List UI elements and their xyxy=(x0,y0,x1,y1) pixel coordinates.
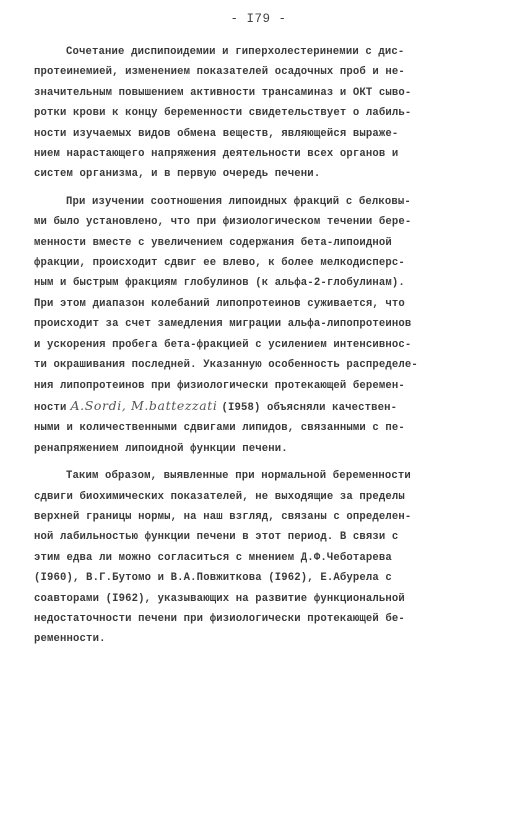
text-line: ности изучаемых видов обмена веществ, являющейся выраже- xyxy=(34,127,399,140)
text-line: сдвиги биохимических показателей, не выходящие за пределы xyxy=(34,490,405,503)
text-line: протеинемией, изменением показателей осадочных проб и не- xyxy=(34,66,405,79)
text-line: происходит за счет замедления миграции альфа-липопротеинов xyxy=(34,318,412,331)
text-line: этим едва ли можно согласиться с мнением Д.Ф.Чеботарева xyxy=(34,551,392,564)
text-line: ными и количественными сдвигами липидов, связанными с пе- xyxy=(34,422,405,435)
text-line: систем организма, и в первую очередь печени. xyxy=(34,168,321,181)
text-line: ренапряжением липоидной функции печени. xyxy=(34,442,288,455)
paragraph-2 xyxy=(34,192,494,459)
text-line-with-handwriting xyxy=(34,396,494,418)
text-line: ременности. xyxy=(34,633,106,646)
paragraph-1 xyxy=(34,42,494,185)
text-line: менности вместе с увеличением содержания бета-липоидной xyxy=(34,236,392,249)
page-number: - I79 - xyxy=(230,12,287,26)
text-fragment: (I958) объясняли качествен- xyxy=(221,401,398,414)
text-line: значительным повышением активности трансаминаз и ОКТ сыво- xyxy=(34,86,412,99)
text-line: нием нарастающего напряжения деятельности всех органов и xyxy=(34,148,399,161)
text-line: соавторами (I962), указывающих на развитие функциональной xyxy=(34,592,405,605)
text-line: При изучении соотношения липоидных фракций с белковы- xyxy=(66,195,411,208)
text-line: недостаточности печени при физиологически протекающей бе- xyxy=(34,612,405,625)
text-line: фракции, происходит сдвиг ее влево, к более мелкодисперс- xyxy=(34,257,405,270)
text-line: ти окрашивания последней. Указанную особенность распределе- xyxy=(34,359,418,372)
text-line: и ускорения пробега бета-фракцией с усилением интенсивнос- xyxy=(34,338,412,351)
text-line: ным и быстрым фракциям глобулинов (к альфа-2-глобулинам). xyxy=(34,277,405,290)
text-line: Сочетание диспипоидемии и гиперхолестеринемии с дис- xyxy=(66,46,405,58)
text-line: ми было установлено, что при физиологическом течении бере- xyxy=(34,216,412,229)
text-line: ной лабильностью функции печени в этот период. В связи с xyxy=(34,531,399,544)
text-fragment: ности xyxy=(34,401,67,414)
text-line: ния липопротеинов при физиологически протекающей беремен- xyxy=(34,379,405,392)
text-line: При этом диапазон колебаний липопротеинов суживается, что xyxy=(34,297,405,310)
handwritten-author-names: A.Sordi, M.battezzati xyxy=(70,397,218,413)
text-line: (I960), В.Г.Бутомо и В.А.Повжиткова (I962), Е.Абурела с xyxy=(34,572,392,585)
text-line: ротки крови к концу беременности свидетельствует о лабиль- xyxy=(34,107,412,120)
text-line: верхней границы нормы, на наш взгляд, связаны с определен- xyxy=(34,510,412,523)
text-line: Таким образом, выявленные при нормальной беременности xyxy=(66,470,411,483)
body-text xyxy=(34,42,494,657)
paragraph-3 xyxy=(34,466,494,650)
